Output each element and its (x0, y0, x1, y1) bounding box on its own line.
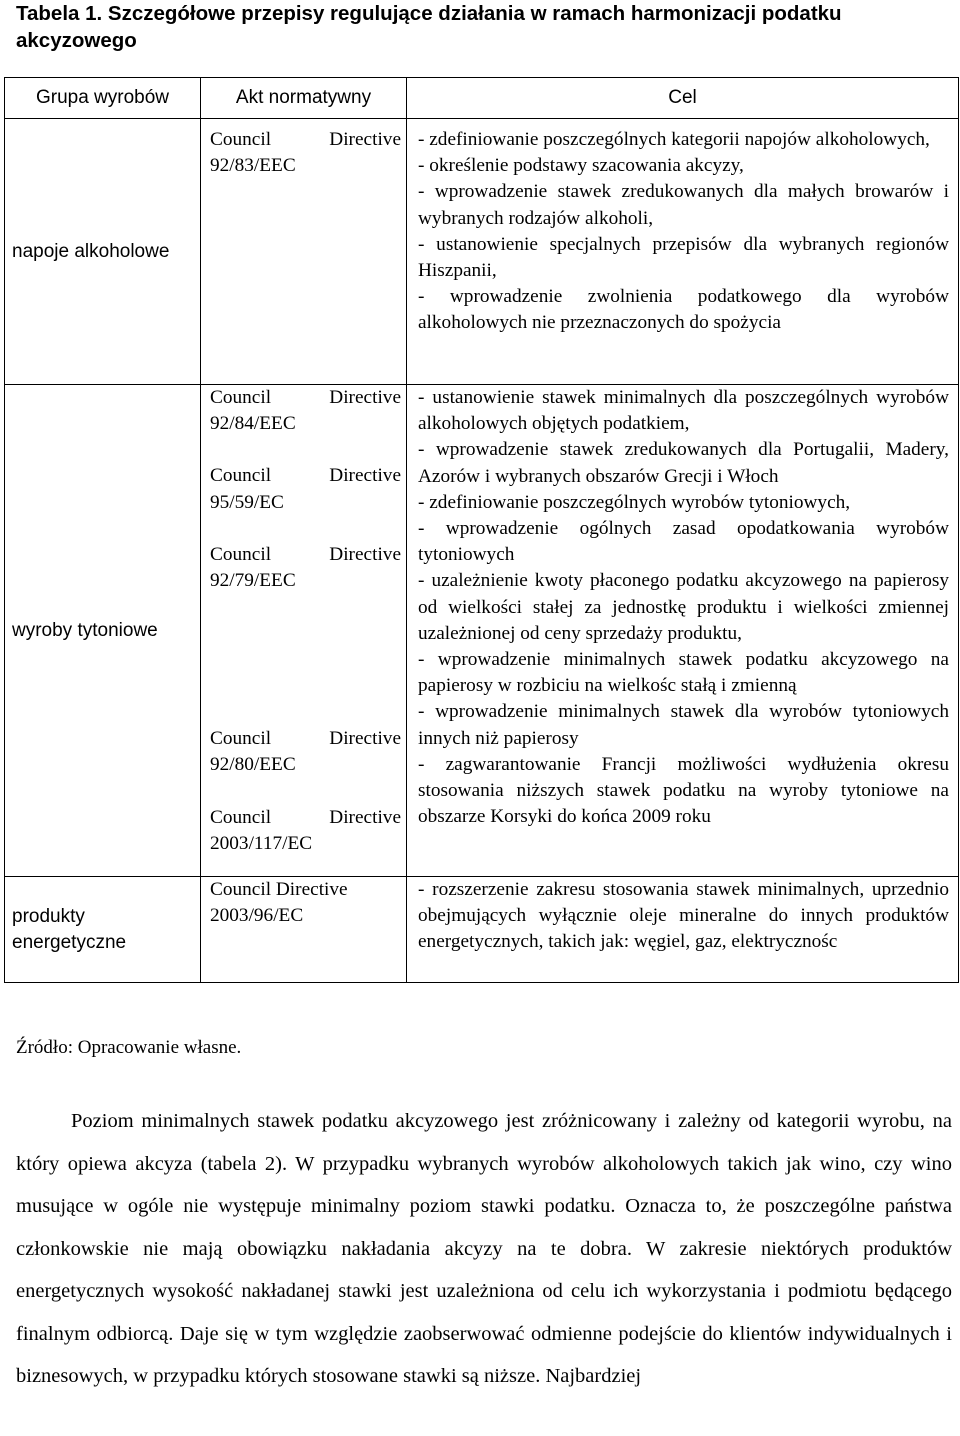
body-paragraph: Poziom minimalnych stawek podatku akcyzowego jest zróżnicowany i zależny od kategorii wyrobu, na który opiewa akcyza (tabela 2). W przypadku wybranych wyrobów alkoholowych takich jak wino, czy wino musujące w ogóle nie występuje minimalny poziom stawki podatku. Oznacza to, że poszczególne państwa członkowskie nie mają obowiązku nakładania akcyzy na te dobra. W zakresie niektórych produktów energetycznych wysokość nakładanej stawki jest uzależniona od celu ich wykorzystania i podmiotu będącego finalnym odbiorcą. Daje się w tym względzie zaobserwować odmienne podejście do klientów indywidualnych i biznesowych, w przypadku których stosowane stawki są niższe. Najbardziej (16, 1110, 952, 1387)
group-tobacco: wyroby tytoniowe (5, 385, 201, 877)
act-2003-117-ec: Council Directive 2003/117/EC (210, 806, 401, 854)
act-92-84-eec: Council Directive 92/84/EEC (210, 387, 401, 435)
act-cell (201, 385, 407, 877)
goal-item: - wprowadzenie stawek zredukowanych dla małych browarów i wybranych rodzajów alkoholi, (418, 181, 949, 229)
goal-item: - ustanowienie stawek minimalnych dla poszczególnych wyrobów alkoholowych objętych podatkiem, (418, 387, 949, 435)
goal-item: - uzależnienie kwoty płaconego podatku akcyzowego na papierosy od wielkości stałej za jednostkę produktu i wielkości zmiennej uzależnionej od ceny sprzedaży produktu, (418, 570, 949, 644)
goal-item: - zdefiniowanie poszczególnych wyrobów tytoniowych, (418, 491, 851, 513)
group-energy: produkty energetyczne (5, 877, 201, 983)
goal-item: - zagwarantowanie Francji możliwości wydłużenia okresu stosowania niższych stawek podatku na wyroby tytoniowe na obszarze Korsyki do końca 2009 roku (418, 753, 949, 828)
goal-item: - rozszerzenie zakresu stosowania stawek minimalnych, uprzednio obejmujących wyłącznie oleje mineralne do innych produktów energetycznych, takich jak: węgiel, gaz, elektrycznośc (418, 879, 949, 953)
act-95-59-ec: Council Directive 95/59/EC (210, 465, 401, 513)
header-goal: Cel (407, 78, 959, 119)
goal-cell (407, 385, 959, 877)
goal-item: - wprowadzenie minimalnych stawek dla wyrobów tytoniowych innych niż papierosy (418, 701, 949, 749)
goal-item: - wprowadzenie stawek zredukowanych dla Portugalii, Madery, Azorów i wybranych obszarów Grecji i Włoch (418, 439, 949, 487)
goal-cell (407, 119, 959, 385)
table-row (5, 385, 959, 877)
table-header-row (5, 78, 959, 119)
regulations-table (4, 77, 959, 983)
goal-cell (407, 877, 959, 983)
act-cell (201, 119, 407, 385)
goal-item: - ustanowienie specjalnych przepisów dla wybranych regionów Hiszpanii, (418, 233, 949, 282)
goal-item: - określenie podstawy szacowania akcyzy, (418, 155, 744, 177)
goal-item: - wprowadzenie zwolnienia podatkowego dla wyrobów alkoholowych nie przeznaczonych do spożycia (418, 286, 949, 334)
source-note: Źródło: Opracowanie własne. (16, 1037, 242, 1058)
goal-item: - wprowadzenie ogólnych zasad opodatkowania wyrobów tytoniowych (418, 518, 949, 566)
act-92-80-eec: Council Directive 92/80/EEC (210, 728, 401, 776)
act-cell (201, 877, 407, 983)
act-92-79-eec: Council Directive 92/79/EEC (210, 543, 401, 592)
group-alcohol: napoje alkoholowe (5, 119, 201, 385)
goal-item: - wprowadzenie minimalnych stawek podatku akcyzowego na papierosy w rozbiciu na wielkośc stałą i zmienną (418, 649, 949, 697)
goal-item: - zdefiniowanie poszczególnych kategorii napojów alkoholowych, (418, 129, 930, 150)
table-row (5, 119, 959, 385)
table-caption: Tabela 1. Szczegółowe przepisy regulujące działania w ramach harmonizacji podatku akcyzowego (16, 2, 842, 52)
table-row (5, 877, 959, 983)
act-92-83-eec: Council Directive 92/83/EEC (210, 129, 401, 177)
act-2003-96-ec: Council Directive 2003/96/EC (210, 879, 348, 927)
header-legal-act: Akt normatywny (201, 78, 407, 119)
header-product-group: Grupa wyrobów (5, 78, 201, 119)
